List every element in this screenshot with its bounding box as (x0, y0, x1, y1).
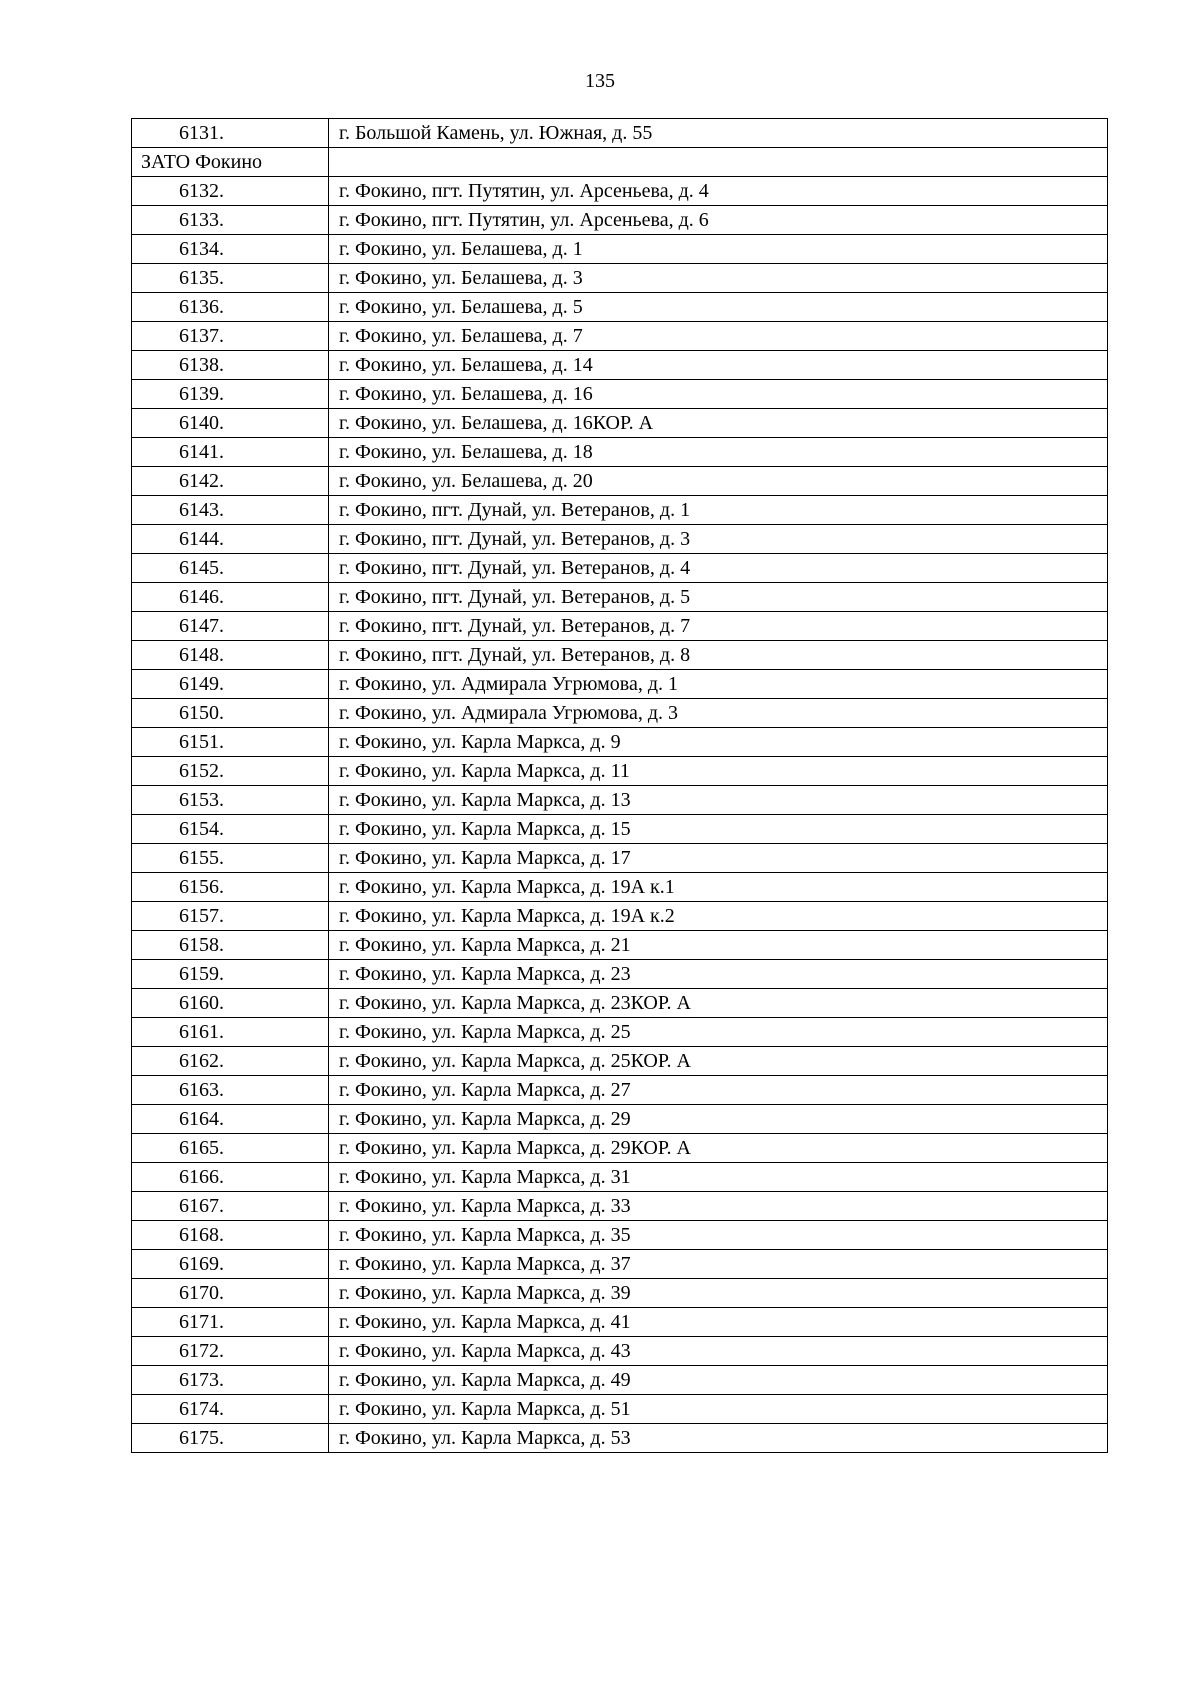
row-number: 6144. (132, 525, 329, 554)
address-cell: г. Фокино, ул. Карла Маркса, д. 19А к.1 (329, 873, 1108, 902)
address-cell: г. Фокино, ул. Карла Маркса, д. 13 (329, 786, 1108, 815)
table-row (132, 525, 1108, 554)
address-cell: г. Фокино, ул. Карла Маркса, д. 11 (329, 757, 1108, 786)
row-number: 6141. (132, 438, 329, 467)
section-title: ЗАТО Фокино (132, 148, 329, 177)
row-number: 6148. (132, 641, 329, 670)
address-cell: г. Фокино, ул. Карла Маркса, д. 35 (329, 1221, 1108, 1250)
table-row (132, 728, 1108, 757)
address-cell: г. Фокино, ул. Карла Маркса, д. 25 (329, 1018, 1108, 1047)
address-cell: г. Фокино, пгт. Дунай, ул. Ветеранов, д. 1 (329, 496, 1108, 525)
address-cell: г. Фокино, пгт. Дунай, ул. Ветеранов, д. 7 (329, 612, 1108, 641)
table-row (132, 293, 1108, 322)
row-number: 6173. (132, 1366, 329, 1395)
page-number: 135 (585, 70, 615, 92)
address-cell: г. Фокино, ул. Белашева, д. 18 (329, 438, 1108, 467)
address-cell: г. Фокино, ул. Карла Маркса, д. 21 (329, 931, 1108, 960)
row-number: 6132. (132, 177, 329, 206)
address-cell: г. Фокино, ул. Белашева, д. 14 (329, 351, 1108, 380)
address-cell: г. Фокино, ул. Карла Маркса, д. 49 (329, 1366, 1108, 1395)
table-row (132, 1076, 1108, 1105)
row-number: 6171. (132, 1308, 329, 1337)
row-number: 6175. (132, 1424, 329, 1453)
address-cell: г. Фокино, пгт. Дунай, ул. Ветеранов, д. 5 (329, 583, 1108, 612)
table-row (132, 467, 1108, 496)
row-number: 6167. (132, 1192, 329, 1221)
address-cell: г. Фокино, ул. Карла Маркса, д. 15 (329, 815, 1108, 844)
address-cell: г. Фокино, ул. Карла Маркса, д. 19А к.2 (329, 902, 1108, 931)
row-number: 6136. (132, 293, 329, 322)
address-cell: г. Фокино, ул. Белашева, д. 16КОР. А (329, 409, 1108, 438)
address-cell: г. Фокино, пгт. Дунай, ул. Ветеранов, д. 4 (329, 554, 1108, 583)
address-cell: г. Фокино, ул. Карла Маркса, д. 17 (329, 844, 1108, 873)
row-number: 6152. (132, 757, 329, 786)
address-table-body (132, 119, 1108, 1453)
row-number: 6162. (132, 1047, 329, 1076)
address-cell: г. Фокино, ул. Белашева, д. 16 (329, 380, 1108, 409)
table-row (132, 1424, 1108, 1453)
address-cell: г. Фокино, ул. Адмирала Угрюмова, д. 1 (329, 670, 1108, 699)
table-row (132, 699, 1108, 728)
address-cell: г. Фокино, пгт. Дунай, ул. Ветеранов, д. 3 (329, 525, 1108, 554)
address-cell: г. Фокино, ул. Карла Маркса, д. 9 (329, 728, 1108, 757)
address-cell: г. Фокино, ул. Карла Маркса, д. 33 (329, 1192, 1108, 1221)
address-cell: г. Фокино, ул. Белашева, д. 7 (329, 322, 1108, 351)
table-row (132, 206, 1108, 235)
table-row (132, 902, 1108, 931)
address-cell: г. Фокино, ул. Карла Маркса, д. 25КОР. А (329, 1047, 1108, 1076)
address-cell: г. Большой Камень, ул. Южная, д. 55 (329, 119, 1108, 148)
row-number: 6158. (132, 931, 329, 960)
table-row (132, 786, 1108, 815)
row-number: 6157. (132, 902, 329, 931)
row-number: 6168. (132, 1221, 329, 1250)
address-cell: г. Фокино, ул. Адмирала Угрюмова, д. 3 (329, 699, 1108, 728)
address-cell: г. Фокино, ул. Белашева, д. 1 (329, 235, 1108, 264)
table-row (132, 1105, 1108, 1134)
row-number: 6155. (132, 844, 329, 873)
row-number: 6154. (132, 815, 329, 844)
row-number: 6169. (132, 1250, 329, 1279)
address-cell: г. Фокино, ул. Карла Маркса, д. 31 (329, 1163, 1108, 1192)
table-row (132, 235, 1108, 264)
table-row (132, 873, 1108, 902)
table-row (132, 351, 1108, 380)
table-row (132, 1221, 1108, 1250)
row-number: 6149. (132, 670, 329, 699)
row-number: 6139. (132, 380, 329, 409)
row-number: 6165. (132, 1134, 329, 1163)
table-row (132, 1047, 1108, 1076)
table-row (132, 1337, 1108, 1366)
address-cell: г. Фокино, ул. Карла Маркса, д. 51 (329, 1395, 1108, 1424)
address-cell: г. Фокино, ул. Карла Маркса, д. 53 (329, 1424, 1108, 1453)
table-row (132, 1192, 1108, 1221)
table-row (132, 757, 1108, 786)
row-number: 6161. (132, 1018, 329, 1047)
table-row (132, 1279, 1108, 1308)
row-number: 6135. (132, 264, 329, 293)
table-row (132, 931, 1108, 960)
row-number: 6156. (132, 873, 329, 902)
address-cell: г. Фокино, ул. Белашева, д. 5 (329, 293, 1108, 322)
address-cell: г. Фокино, ул. Карла Маркса, д. 29 (329, 1105, 1108, 1134)
table-row (132, 264, 1108, 293)
row-number: 6138. (132, 351, 329, 380)
table-row (132, 1366, 1108, 1395)
address-table (131, 118, 1108, 1453)
table-row (132, 960, 1108, 989)
address-cell: г. Фокино, ул. Белашева, д. 20 (329, 467, 1108, 496)
table-row (132, 1395, 1108, 1424)
row-number: 6134. (132, 235, 329, 264)
row-number: 6164. (132, 1105, 329, 1134)
address-cell: г. Фокино, ул. Карла Маркса, д. 41 (329, 1308, 1108, 1337)
table-row (132, 641, 1108, 670)
address-cell: г. Фокино, ул. Карла Маркса, д. 27 (329, 1076, 1108, 1105)
table-row (132, 1308, 1108, 1337)
address-cell: г. Фокино, ул. Карла Маркса, д. 39 (329, 1279, 1108, 1308)
table-row (132, 554, 1108, 583)
row-number: 6151. (132, 728, 329, 757)
address-cell: г. Фокино, ул. Карла Маркса, д. 37 (329, 1250, 1108, 1279)
address-cell: г. Фокино, ул. Белашева, д. 3 (329, 264, 1108, 293)
table-row (132, 1163, 1108, 1192)
table-row (132, 612, 1108, 641)
address-cell: г. Фокино, ул. Карла Маркса, д. 23 (329, 960, 1108, 989)
address-cell: г. Фокино, ул. Карла Маркса, д. 29КОР. А (329, 1134, 1108, 1163)
row-number: 6143. (132, 496, 329, 525)
row-number: 6172. (132, 1337, 329, 1366)
address-cell: г. Фокино, ул. Карла Маркса, д. 23КОР. А (329, 989, 1108, 1018)
table-row (132, 409, 1108, 438)
address-cell: г. Фокино, пгт. Дунай, ул. Ветеранов, д. 8 (329, 641, 1108, 670)
table-row (132, 1018, 1108, 1047)
row-number: 6145. (132, 554, 329, 583)
table-row (132, 438, 1108, 467)
table-row (132, 119, 1108, 148)
table-row (132, 322, 1108, 351)
table-row (132, 1134, 1108, 1163)
row-number: 6159. (132, 960, 329, 989)
table-row (132, 583, 1108, 612)
address-cell: г. Фокино, пгт. Путятин, ул. Арсеньева, д. 4 (329, 177, 1108, 206)
row-number: 6140. (132, 409, 329, 438)
row-number: 6153. (132, 786, 329, 815)
row-number: 6131. (132, 119, 329, 148)
row-number: 6150. (132, 699, 329, 728)
table-row (132, 496, 1108, 525)
row-number: 6147. (132, 612, 329, 641)
address-cell (329, 148, 1108, 177)
row-number: 6160. (132, 989, 329, 1018)
row-number: 6166. (132, 1163, 329, 1192)
row-number: 6174. (132, 1395, 329, 1424)
table-row (132, 177, 1108, 206)
row-number: 6146. (132, 583, 329, 612)
table-row (132, 989, 1108, 1018)
row-number: 6170. (132, 1279, 329, 1308)
table-row (132, 380, 1108, 409)
table-row (132, 1250, 1108, 1279)
table-row (132, 844, 1108, 873)
section-row (132, 148, 1108, 177)
row-number: 6137. (132, 322, 329, 351)
address-cell: г. Фокино, пгт. Путятин, ул. Арсеньева, д. 6 (329, 206, 1108, 235)
row-number: 6142. (132, 467, 329, 496)
row-number: 6133. (132, 206, 329, 235)
table-row (132, 815, 1108, 844)
row-number: 6163. (132, 1076, 329, 1105)
address-cell: г. Фокино, ул. Карла Маркса, д. 43 (329, 1337, 1108, 1366)
table-row (132, 670, 1108, 699)
